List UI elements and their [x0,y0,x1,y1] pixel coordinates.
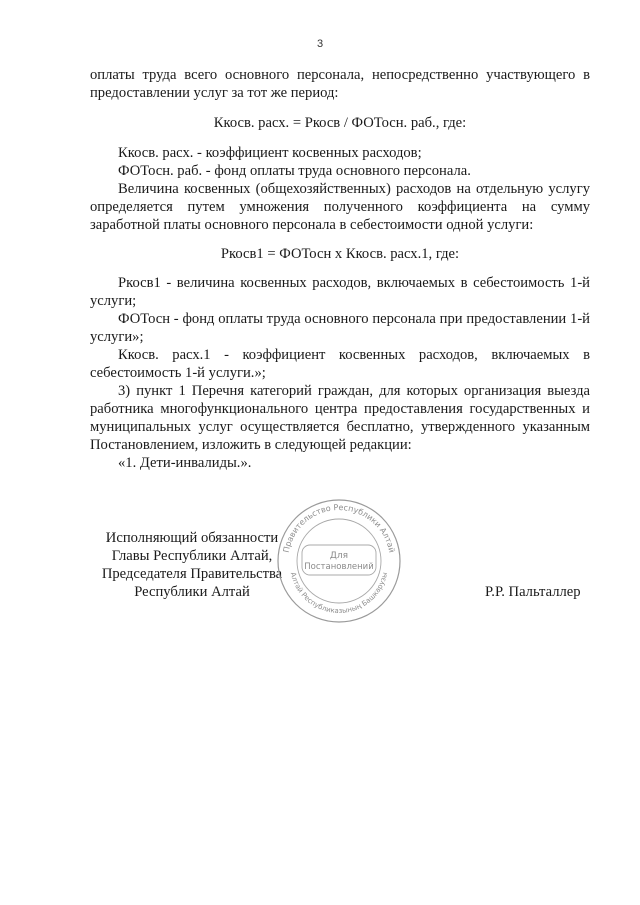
definition-k-indirect: Ккосв. расх. - коэффициент косвенных расходов; [118,145,422,161]
paragraph-indirect-costs: Величина косвенных (общехозяйственных) расходов на отдельную услугу определяется путем умножения полученного коэффициента на сумму заработной платы основного персонала в себестоимости одной услуги: [90,181,590,233]
paragraph-new-wording: «1. Дети-инвалиды.». [118,455,252,471]
seal-outer-text-top: Правительство Республики Алтай [281,502,397,554]
signatory-name: Р.Р. Пальталлер [485,584,581,600]
official-seal [276,498,402,624]
seal-outer-text-bottom: Алтай Республиказының Башкарузы [288,571,390,616]
signatory-line-2: Главы Республики Алтай, [111,548,273,564]
formula-indirect-coefficient: Ккосв. расх. = Ркосв / ФОТосн. раб., где: [213,115,467,131]
seal-inner-line-1: Для [329,551,349,561]
formula-indirect-cost-per-service: Ркосв1 = ФОТосн х Ккосв. расх.1, где: [220,246,460,262]
paragraph-item-3: 3) пункт 1 Перечня категорий граждан, для которых организация выезда работника многофункционального центра предоставления государственных и муниципальных услуг осуществляется бесплатно, утвержденного указанным Постановлением, изложить в следующей редакции: [90,383,590,453]
seal-inner-line-2: Постановлений [304,562,374,572]
definition-r-indirect: Ркосв1 - величина косвенных расходов, включаемых в себестоимость 1-й услуги; [90,275,590,309]
signatory-line-4: Республики Алтай [134,584,250,600]
signatory-title [92,529,292,601]
document-body [90,66,590,472]
signatory-line-1: Исполняющий обязанности [105,530,279,546]
paragraph-continuation: оплаты труда всего основного персонала, непосредственно участвующего в предоставлении услуг за тот же период: [90,67,590,101]
definition-fot-basic: ФОТосн. раб. - фонд оплаты труда основного персонала. [118,163,471,179]
signatory-line-3: Председателя Правительства [101,566,283,582]
definition-k-indirect-service: Ккосв. расх.1 - коэффициент косвенных расходов, включаемых в себестоимость 1-й услуги.»; [90,347,590,381]
page-number: 3 [316,38,324,50]
definition-fot-service: ФОТосн - фонд оплаты труда основного персонала при предоставлении 1-й услуги»; [90,311,590,345]
